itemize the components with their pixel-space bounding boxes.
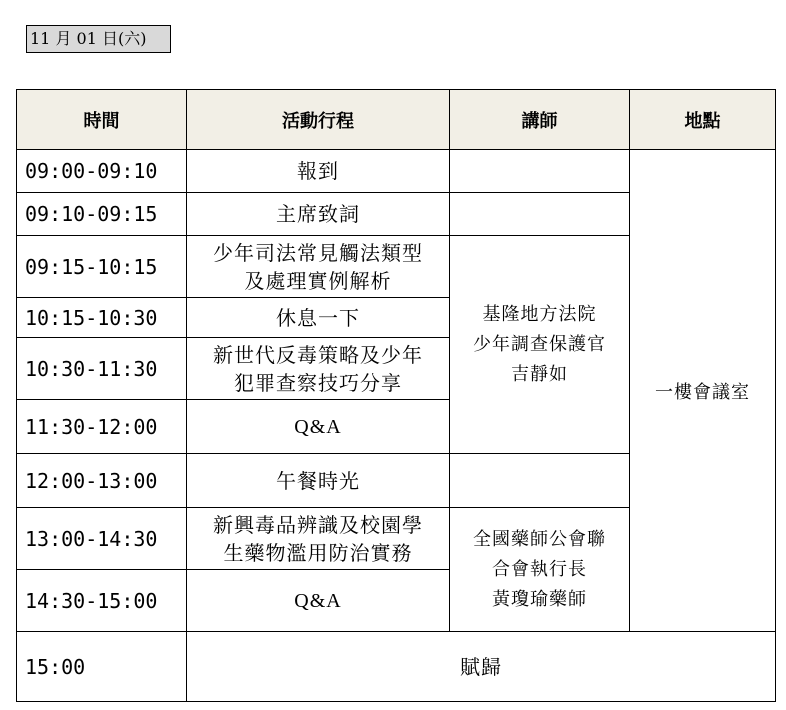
activity-text: 主席致詞 <box>276 202 360 226</box>
activity-cell-wide <box>187 632 776 702</box>
schedule-table <box>16 89 776 702</box>
speaker-cell-empty <box>450 193 630 236</box>
activity-text-line-1: 少年司法常見觸法類型 <box>213 240 423 265</box>
activity-text: 賦歸 <box>460 654 502 679</box>
table-row <box>17 632 776 702</box>
time-cell: 09:00-09:10 <box>17 150 187 193</box>
activity-text-line-1: 新世代反毒策略及少年 <box>213 342 423 367</box>
speaker-cell-empty <box>450 150 630 193</box>
time-cell: 12:00-13:00 <box>17 454 187 508</box>
time-cell: 10:15-10:30 <box>17 298 187 338</box>
activity-cell <box>187 454 450 508</box>
activity-text: Q&A <box>294 415 342 438</box>
activity-text-line-2: 及處理實例解析 <box>244 268 392 293</box>
activity-text: 報到 <box>297 159 339 183</box>
date-label: 11 月 01 日(六) <box>26 25 171 53</box>
time-cell: 09:15-10:15 <box>17 236 187 298</box>
activity-cell <box>187 150 450 193</box>
speaker-name: 吉靜如 <box>511 363 568 385</box>
header-row <box>17 90 776 150</box>
time-cell: 09:10-09:15 <box>17 193 187 236</box>
speaker-cell <box>450 236 630 454</box>
activity-text: 休息一下 <box>276 305 360 330</box>
time-cell: 11:30-12:00 <box>17 400 187 454</box>
table-row <box>17 150 776 193</box>
activity-cell <box>187 400 450 454</box>
header-location: 地點 <box>630 90 776 150</box>
header-time: 時間 <box>17 90 187 150</box>
activity-cell <box>187 193 450 236</box>
speaker-title: 少年調查保護官 <box>473 333 606 355</box>
speaker-title: 合會執行長 <box>492 558 587 580</box>
speaker-cell-empty <box>450 454 630 508</box>
activity-cell <box>187 298 450 338</box>
activity-text: 午餐時光 <box>276 468 360 493</box>
activity-text-line-1: 新興毒品辨識及校園學 <box>213 512 423 537</box>
activity-cell <box>187 508 450 570</box>
time-cell: 10:30-11:30 <box>17 338 187 400</box>
header-speaker: 講師 <box>450 90 630 150</box>
activity-text: Q&A <box>294 589 342 612</box>
time-cell: 13:00-14:30 <box>17 508 187 570</box>
activity-text-line-2: 犯罪查察技巧分享 <box>234 370 402 395</box>
activity-cell <box>187 570 450 632</box>
location-cell: 一樓會議室 <box>630 150 776 632</box>
activity-cell <box>187 338 450 400</box>
speaker-cell <box>450 508 630 632</box>
activity-text-line-2: 生藥物濫用防治實務 <box>223 540 413 565</box>
time-cell: 14:30-15:00 <box>17 570 187 632</box>
speaker-affiliation: 全國藥師公會聯 <box>473 528 606 550</box>
header-activity: 活動行程 <box>187 90 450 150</box>
speaker-name: 黃瓊瑜藥師 <box>492 588 587 610</box>
activity-cell <box>187 236 450 298</box>
speaker-affiliation: 基隆地方法院 <box>482 303 597 325</box>
time-cell: 15:00 <box>17 632 187 702</box>
